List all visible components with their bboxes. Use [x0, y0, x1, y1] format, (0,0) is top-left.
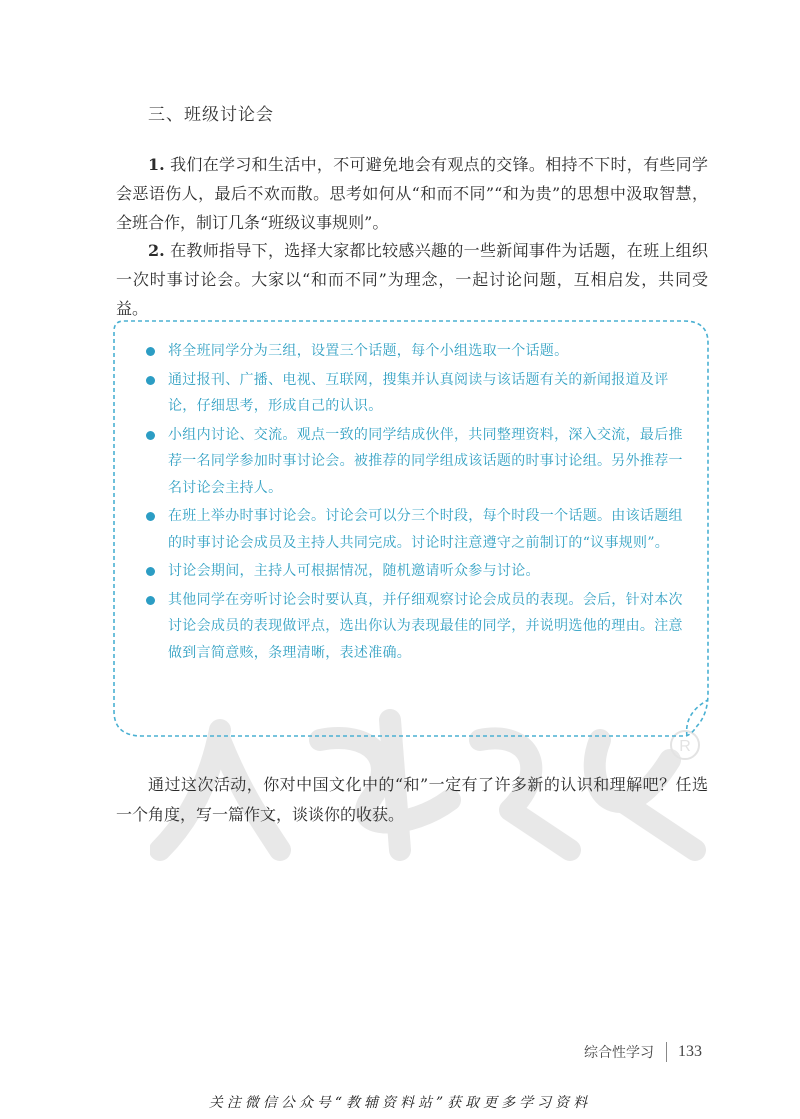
list-item	[144, 558, 692, 585]
list-item-text: 将全班同学分为三组，设置三个话题，每个小组选取一个话题。	[168, 343, 569, 359]
list-item	[144, 338, 692, 365]
footer-divider	[666, 1042, 667, 1062]
list-item	[144, 367, 692, 420]
page-footer	[584, 1040, 702, 1064]
page-number: 133	[678, 1043, 702, 1060]
paragraph-number: 2.	[148, 241, 165, 260]
paragraph-2	[116, 236, 708, 323]
list-item	[144, 503, 692, 556]
bullet-icon	[146, 431, 155, 440]
list-item	[144, 422, 692, 502]
section-heading: 三、班级讨论会	[148, 105, 274, 125]
list-item	[144, 587, 692, 667]
paragraph-text: 我们在学习和生活中，不可避免地会有观点的交锋。相持不下时，有些同学会恶语伤人，最后不欢而散。思考如何从“和而不同”“和为贵”的思想中汲取智慧，全班合作，制订几条“班级议事规则”。	[116, 155, 708, 232]
paragraph-1	[116, 150, 708, 237]
list-item-text: 小组内讨论、交流。观点一致的同学结成伙伴，共同整理资料，深入交流，最后推荐一名同学参加时事讨论会。被推荐的同学组成该话题的时事讨论组。另外推荐一名讨论会主持人。	[168, 426, 683, 496]
bullet-icon	[146, 567, 155, 576]
paragraph-number: 1.	[148, 155, 165, 174]
bullet-icon	[146, 512, 155, 521]
activity-steps-box	[112, 318, 712, 738]
list-item-text: 其他同学在旁听讨论会时要认真，并仔细观察讨论会成员的表现。会后，针对本次讨论会成员的表现做评点，选出你认为表现最佳的同学，并说明选他的理由。注意做到言简意赅，条理清晰，表述准确。	[168, 591, 683, 661]
promo-banner-text: 关注微信公众号“教辅资料站”获取更多学习资料	[208, 1095, 592, 1111]
paragraph-text: 在教师指导下，选择大家都比较感兴趣的一些新闻事件为话题，在班上组织一次时事讨论会。大家以“和而不同”为理念，一起讨论问题，互相启发，共同受益。	[116, 241, 708, 318]
bullet-icon	[146, 347, 155, 356]
activity-steps-list	[144, 338, 692, 668]
list-item-text: 通过报刊、广播、电视、互联网，搜集并认真阅读与该话题有关的新闻报道及评论，仔细思考，形成自己的认识。	[168, 371, 669, 414]
bullet-icon	[146, 376, 155, 385]
footer-section-label: 综合性学习	[584, 1045, 654, 1061]
bullet-icon	[146, 596, 155, 605]
list-item-text: 在班上举办时事讨论会。讨论会可以分三个时段，每个时段一个话题。由该话题组的时事讨论会成员及主持人共同完成。讨论时注意遵守之前制订的“议事规则”。	[168, 508, 683, 551]
svg-text:R: R	[679, 738, 691, 755]
list-item-text: 讨论会期间，主持人可根据情况，随机邀请听众参与讨论。	[168, 563, 540, 579]
closing-paragraph: 通过这次活动，你对中国文化中的“和”一定有了许多新的认识和理解吧？任选一个角度，写一篇作文，谈谈你的收获。	[116, 775, 708, 824]
